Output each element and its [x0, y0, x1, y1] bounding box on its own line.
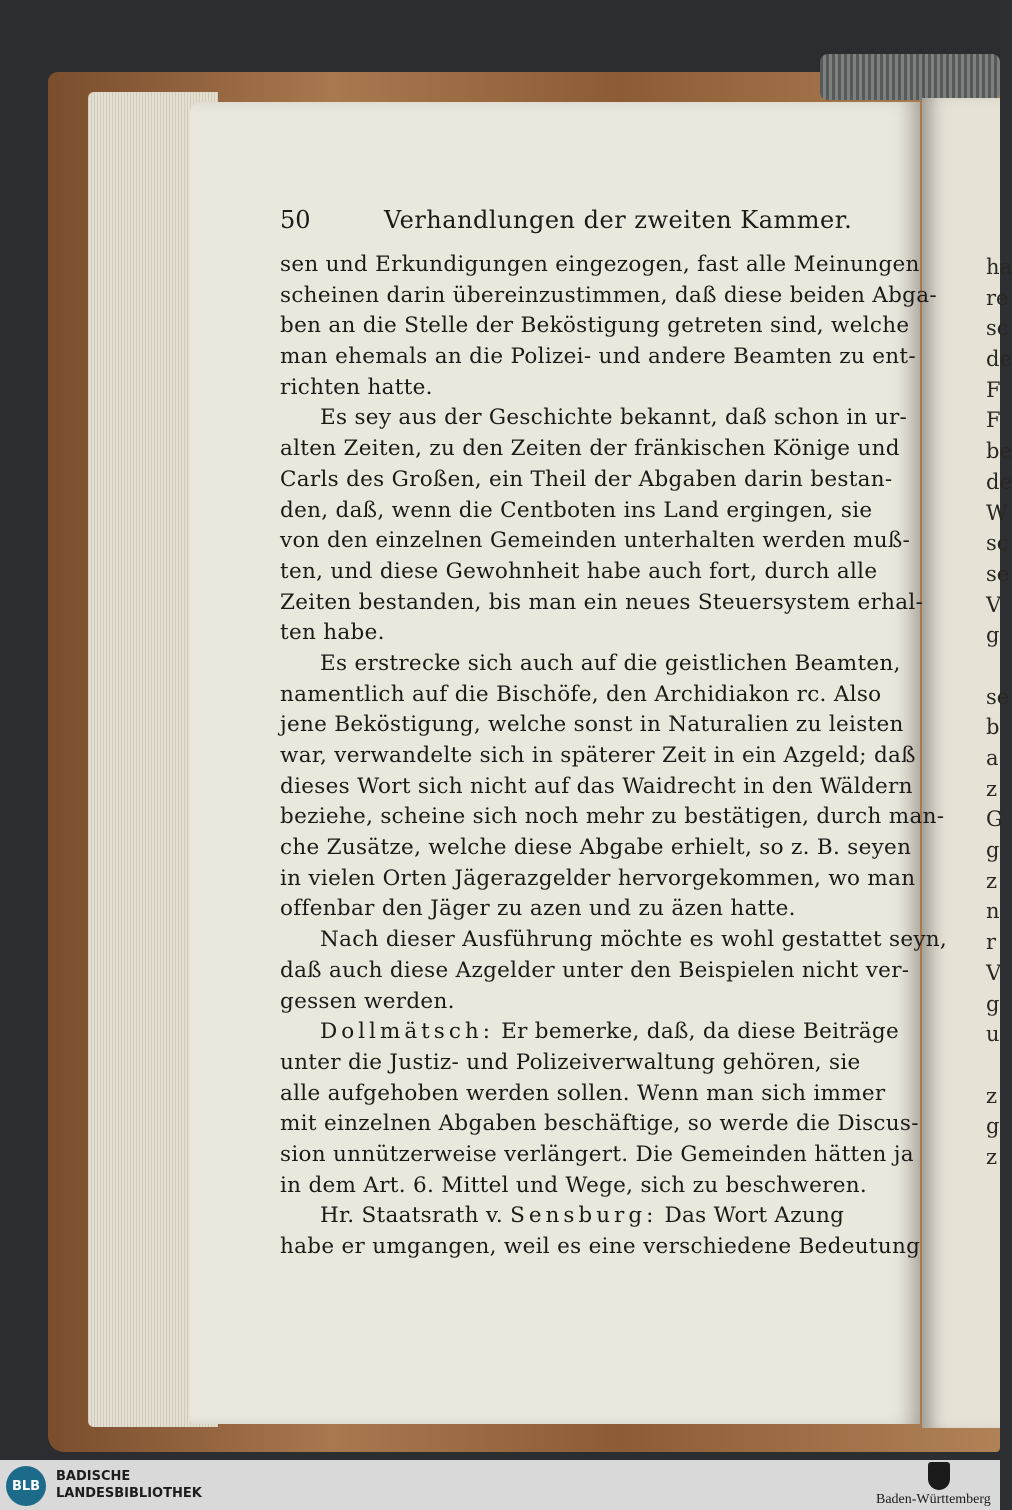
text-line	[280, 987, 920, 1018]
text-line	[280, 1048, 920, 1079]
facing-page-fragment: z	[986, 776, 998, 801]
facing-page-fragment: re	[986, 285, 1009, 310]
text-line	[280, 496, 920, 527]
facing-page-fragment: a	[986, 746, 999, 770]
line-content: sen und Erkundigungen eingezogen, fast alle Meinungen	[280, 252, 920, 277]
page-text	[280, 206, 948, 1263]
facing-page-fragment: se	[986, 684, 1010, 709]
facing-page-fragment: V	[986, 960, 1002, 985]
line-content: Zeiten bestanden, bis man ein neues Steuersystem erhal-	[280, 589, 924, 615]
facing-page-fragment: g	[986, 991, 1000, 1016]
text-line	[280, 1109, 920, 1140]
text-line	[280, 342, 920, 373]
line-content: gessen werden.	[280, 988, 455, 1014]
facing-page-fragment: z	[986, 1083, 998, 1108]
facing-page-fragment: G	[986, 807, 1003, 832]
text-line	[280, 373, 920, 404]
facing-page-fragment: V	[986, 592, 1002, 617]
facing-page-fragment: de	[986, 469, 1012, 494]
facing-page-fragment: z	[986, 1144, 998, 1169]
facing-page-fragment: z	[986, 868, 998, 893]
line-content: unter die Justiz- und Polizeiverwaltung gehören, sie	[280, 1049, 861, 1075]
text-line	[280, 956, 920, 987]
line-content: ten habe.	[280, 620, 385, 646]
facing-page-fragment	[986, 1050, 1000, 1081]
text-line	[280, 1017, 920, 1048]
line-content: in vielen Orten Jägerazgelder hervorgekommen, wo man	[280, 865, 916, 891]
text-lines	[280, 250, 948, 1263]
facing-page-fragment: se	[986, 561, 1010, 586]
text-line	[280, 649, 920, 680]
line-content: mit einzelnen Abgaben beschäftige, so werde die Discus-	[280, 1111, 919, 1137]
line-content: richten hatte.	[280, 374, 433, 400]
line-content: in dem Art. 6. Mittel und Wege, sich zu beschweren.	[280, 1172, 868, 1198]
speaker-name: Sensburg:	[510, 1203, 658, 1229]
line-content: alle aufgehoben werden sollen. Wenn man sich immer	[280, 1080, 886, 1106]
page-number: 50	[280, 206, 311, 234]
right-margin-text	[986, 252, 1012, 1173]
line-content: man ehemals an die Polizei- und andere Beamten zu ent-	[280, 344, 916, 370]
facing-page-fragment: ha	[986, 255, 1012, 279]
text-line	[280, 864, 920, 895]
library-name-line2: LANDESBIBLIOTHEK	[56, 1486, 202, 1501]
line-content: Es erstrecke sich auch auf die geistlichen Beamten,	[320, 650, 901, 676]
facing-page-fragment: n	[986, 899, 1000, 924]
line-content: dieses Wort sich nicht auf das Waidrecht in den Wäldern	[280, 773, 913, 799]
text-line	[280, 1140, 920, 1171]
line-content: che Zusätze, welche diese Abgabe erhielt, so z. B. seyen	[280, 835, 912, 861]
book-headband	[820, 54, 1000, 100]
facing-page-fragment: sc	[986, 531, 1009, 556]
line-content: Er bemerke, daß, da diese Beiträge	[493, 1019, 899, 1045]
text-line	[280, 1201, 920, 1232]
text-line	[280, 311, 920, 342]
facing-page-fragment: g	[986, 623, 1000, 648]
text-line	[280, 925, 948, 956]
line-content: sion unnützerweise verlängert. Die Gemeinden hätten ja	[280, 1141, 914, 1167]
text-line	[280, 833, 920, 864]
text-line	[280, 1171, 920, 1202]
page-header	[280, 206, 920, 250]
blb-logo[interactable]: BLB	[6, 1466, 46, 1506]
text-line	[280, 802, 945, 833]
line-content: ben an die Stelle der Beköstigung getreten sind, welche	[280, 313, 910, 339]
text-line	[280, 772, 920, 803]
text-line	[280, 434, 920, 465]
facing-page-fragment: g	[986, 1114, 1000, 1139]
line-content: ten, und diese Gewohnheit habe auch fort, durch alle	[280, 558, 878, 584]
facing-page-fragment: de	[986, 347, 1012, 372]
text-line	[280, 588, 924, 619]
text-line	[280, 894, 920, 925]
line-content: von den einzelnen Gemeinden unterhalten werden muß-	[280, 528, 911, 554]
library-footer	[0, 1460, 1000, 1510]
text-line	[280, 1079, 920, 1110]
line-content: Carls des Großen, ein Theil der Abgaben darin bestan-	[280, 466, 893, 492]
text-line	[280, 557, 920, 588]
facing-page-fragment: r	[986, 930, 997, 955]
speaker-name: Dollmätsch:	[320, 1019, 494, 1045]
text-line	[280, 710, 920, 741]
line-content: habe er umgangen, weil es eine verschiedene Bedeutung	[280, 1234, 921, 1259]
line-content: offenbar den Jäger zu azen und zu äzen hatte.	[280, 896, 796, 922]
text-line	[280, 403, 920, 434]
line-content: war, verwandelte sich in späterer Zeit in ein Azgeld; daß	[280, 743, 916, 768]
facing-page-fragment: F	[986, 377, 1001, 402]
line-content: den, daß, wenn die Centboten ins Land ergingen, sie	[280, 497, 873, 523]
facing-page-fragment: b	[986, 715, 1000, 740]
line-content: alten Zeiten, zu den Zeiten der fränkischen Könige und	[280, 436, 900, 462]
facing-page-fragment: F	[986, 408, 1001, 433]
text-line	[280, 618, 920, 649]
line-content: beziehe, scheine sich noch mehr zu bestätigen, durch man-	[280, 804, 945, 830]
partner-name[interactable]: Baden-Württemberg	[876, 1492, 991, 1507]
running-head: Verhandlungen der zweiten Kammer.	[384, 206, 853, 234]
text-line	[280, 1232, 920, 1263]
facing-page-fragment: u	[986, 1022, 1000, 1047]
line-content: daß auch diese Azgelder unter den Beispielen nicht ver-	[280, 957, 910, 983]
library-name-line1: BADISCHE	[56, 1469, 131, 1484]
facing-page-fragment: W	[986, 500, 1008, 525]
text-line	[280, 250, 920, 281]
line-content: jene Beköstigung, welche sonst in Naturalien zu leisten	[280, 712, 904, 738]
line-content: namentlich auf die Bischöfe, den Archidiakon rc. Also	[280, 681, 882, 707]
line-content: Es sey aus der Geschichte bekannt, daß schon in ur-	[320, 405, 908, 431]
line-content: Nach dieser Ausführung möchte es wohl gestattet seyn,	[320, 927, 948, 953]
text-line	[280, 281, 937, 312]
speaker-title: Hr. Staatsrath v.	[320, 1203, 511, 1229]
text-line	[280, 465, 920, 496]
library-name[interactable]	[56, 1468, 202, 1502]
facing-page-fragment	[986, 651, 1000, 682]
facing-page-fragment: be	[986, 439, 1012, 464]
text-line	[280, 741, 920, 772]
line-content: Das Wort Azung	[657, 1203, 845, 1229]
line-content: scheinen darin übereinzustimmen, daß diese beiden Abga-	[280, 282, 937, 308]
bw-crest-icon	[928, 1462, 950, 1490]
facing-page-fragment: sc	[986, 316, 1009, 341]
facing-page-fragment: g	[986, 838, 1000, 863]
text-line	[280, 526, 920, 557]
text-line	[280, 680, 920, 711]
